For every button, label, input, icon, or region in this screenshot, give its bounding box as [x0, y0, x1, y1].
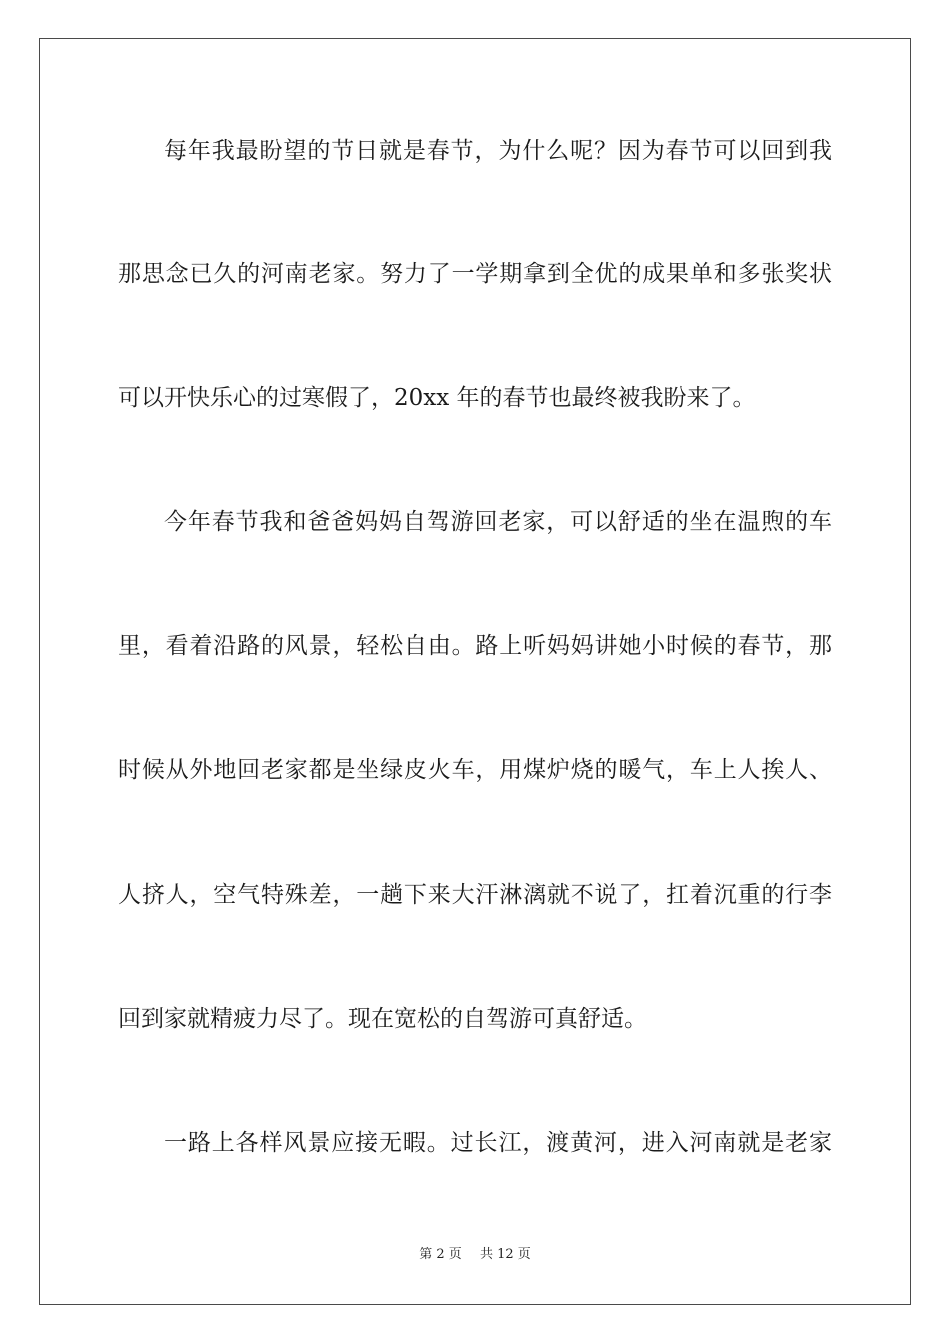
text-line-3: 可以开快乐心的过寒假了，20xx 年的春节也最终被我盼来了。 — [118, 385, 756, 411]
page-number: 第 2 页 — [419, 1247, 462, 1262]
text-line-2: 那思念已久的河南老家。努力了一学期拿到全优的成果单和多张奖状 — [118, 261, 832, 287]
text-line-9: 一路上各样风景应接无暇。过长江，渡黄河，进入河南就是老家 — [164, 1130, 832, 1156]
page-footer — [0, 1246, 950, 1264]
text-line-4: 今年春节我和爸爸妈妈自驾游回老家，可以舒适的坐在温煦的车 — [164, 509, 832, 535]
page-total: 共 12 页 — [479, 1247, 531, 1262]
text-line-6: 时候从外地回老家都是坐绿皮火车，用煤炉烧的暖气，车上人挨人、 — [118, 757, 832, 783]
text-line-8: 回到家就精疲力尽了。现在宽松的自驾游可真舒适。 — [118, 1006, 647, 1032]
text-line-5: 里，看着沿路的风景，轻松自由。路上听妈妈讲她小时候的春节，那 — [118, 633, 832, 659]
text-line-7: 人挤人，空气特殊差，一趟下来大汗淋漓就不说了，扛着沉重的行李 — [118, 882, 832, 908]
text-line-1: 每年我最盼望的节日就是春节，为什么呢？因为春节可以回到我 — [164, 138, 832, 164]
page-border — [39, 38, 911, 1305]
